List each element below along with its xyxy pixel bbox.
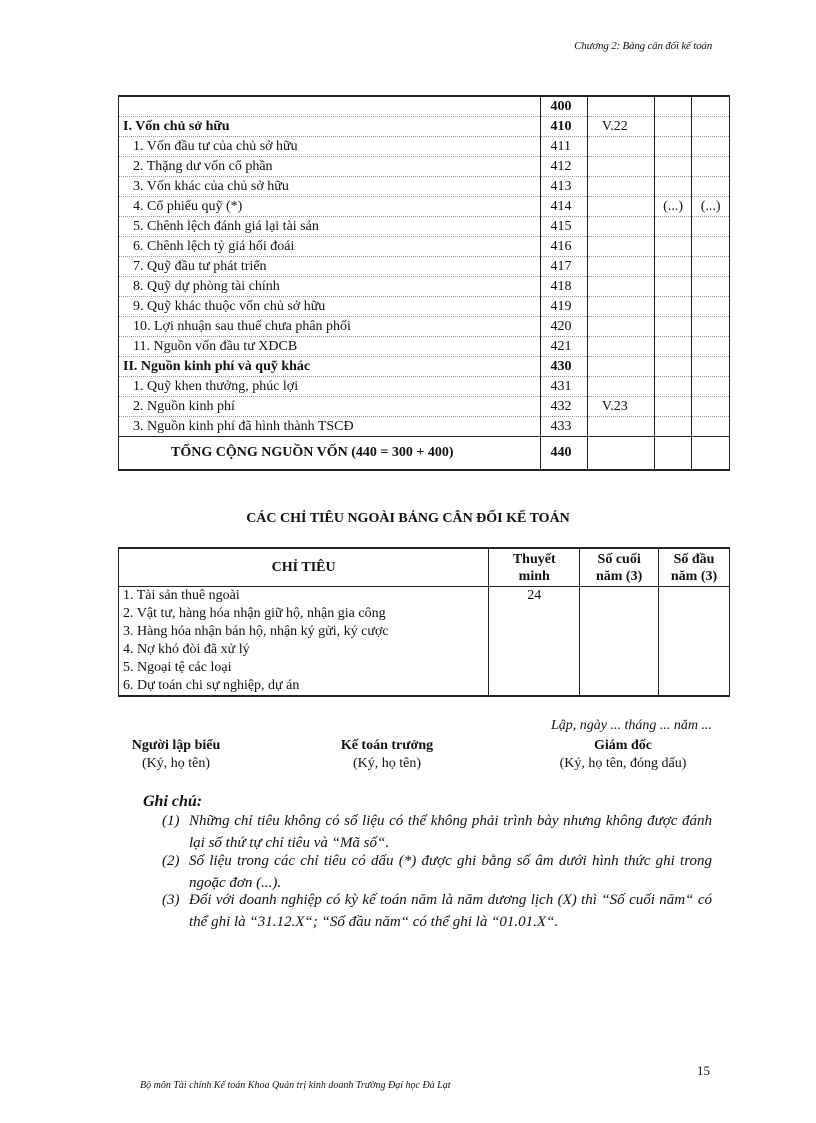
row-note [587, 277, 654, 297]
header-year-end-line1: Số cuối [597, 551, 641, 567]
offbalance-row-year-end [580, 659, 659, 677]
offbalance-row-note: 24 [489, 587, 580, 606]
row-year-begin [692, 257, 730, 277]
row-year-end [654, 397, 692, 417]
row-year-begin [692, 337, 730, 357]
row-year-end [654, 277, 692, 297]
offbalance-row-year-end [580, 677, 659, 696]
total-label: TỔNG CỘNG NGUỒN VỐN (440 = 300 + 400) [119, 437, 541, 471]
row-note [587, 217, 654, 237]
row-code: 412 [540, 157, 587, 177]
row-year-begin [692, 157, 730, 177]
offbalance-row-year-begin [659, 641, 730, 659]
total-code: 440 [540, 437, 587, 471]
row-year-end [654, 417, 692, 437]
total-note [587, 437, 654, 471]
note-number: (2) [162, 853, 180, 869]
row-code: 410 [540, 117, 587, 137]
row-code: 420 [540, 317, 587, 337]
balance-row [119, 96, 730, 117]
header-explanation-line1: Thuyết [512, 551, 556, 567]
offbalance-row-note [489, 623, 580, 641]
row-code: 415 [540, 217, 587, 237]
balance-row [119, 337, 730, 357]
note-item [162, 889, 712, 933]
footer-department: Bộ môn Tài chính Kế toán Khoa Quản trị kinh doanh Trường Đại học Đà Lạt [140, 1080, 451, 1091]
notes-title: Ghi chú: [143, 793, 203, 810]
balance-row [119, 277, 730, 297]
row-note [587, 157, 654, 177]
offbalance-row [119, 641, 730, 659]
row-name: 4. Cổ phiếu quỹ (*) [119, 197, 541, 217]
row-code: 431 [540, 377, 587, 397]
row-note [587, 237, 654, 257]
row-name: 1. Quỹ khen thưởng, phúc lợi [119, 377, 541, 397]
chief-accountant-role: Kế toán trưởng [340, 738, 434, 753]
row-year-begin: (...) [692, 197, 730, 217]
row-name: 10. Lợi nhuận sau thuế chưa phân phối [119, 317, 541, 337]
offbalance-row-year-begin [659, 623, 730, 641]
balance-row [119, 257, 730, 277]
balance-row [119, 417, 730, 437]
row-year-end [654, 297, 692, 317]
row-note [587, 377, 654, 397]
row-code: 400 [540, 96, 587, 117]
row-code: 421 [540, 337, 587, 357]
row-year-begin [692, 96, 730, 117]
row-code: 419 [540, 297, 587, 317]
row-note: V.23 [587, 397, 654, 417]
offbalance-row-year-end [580, 587, 659, 606]
row-note [587, 357, 654, 377]
row-note [587, 137, 654, 157]
row-name: 7. Quỹ đầu tư phát triển [119, 257, 541, 277]
preparer-hint: (Ký, họ tên) [141, 756, 211, 771]
row-year-end [654, 337, 692, 357]
row-name: 1. Vốn đầu tư của chủ sở hữu [119, 137, 541, 157]
offbalance-row-name: 3. Hàng hóa nhận bán hộ, nhận ký gửi, ký cược [119, 623, 489, 641]
row-year-begin [692, 177, 730, 197]
balance-row [119, 137, 730, 157]
preparer-role: Người lập biểu [131, 738, 221, 753]
row-code: 430 [540, 357, 587, 377]
note-number: (1) [162, 813, 180, 829]
balance-row [119, 317, 730, 337]
offbalance-row-year-end [580, 623, 659, 641]
offbalance-row-year-begin [659, 659, 730, 677]
row-code: 416 [540, 237, 587, 257]
offbalance-row-year-begin [659, 677, 730, 696]
chief-accountant-signature [322, 737, 452, 773]
header-year-begin [659, 548, 730, 587]
balance-row [119, 297, 730, 317]
row-year-end [654, 357, 692, 377]
offbalance-row [119, 677, 730, 696]
row-year-begin [692, 217, 730, 237]
header-explanation-line2: minh [518, 568, 550, 584]
director-hint: (Ký, họ tên, đóng dấu) [559, 756, 687, 771]
row-year-begin [692, 317, 730, 337]
header-explanation [489, 548, 580, 587]
row-year-begin [692, 417, 730, 437]
row-year-end [654, 177, 692, 197]
row-code: 432 [540, 397, 587, 417]
row-code: 433 [540, 417, 587, 437]
row-note [587, 96, 654, 117]
total-year-end [654, 437, 692, 471]
total-row [119, 437, 730, 471]
offbalance-row-year-end [580, 605, 659, 623]
director-role: Giám đốc [594, 738, 652, 753]
row-year-end: (...) [654, 197, 692, 217]
offbalance-row [119, 659, 730, 677]
row-note [587, 417, 654, 437]
row-year-begin [692, 277, 730, 297]
offbalance-table [118, 547, 730, 697]
row-name: I. Vốn chủ sở hữu [119, 117, 541, 137]
offbalance-section-title: CÁC CHỈ TIÊU NGOÀI BẢNG CÂN ĐỐI KẾ TOÁN [246, 511, 570, 526]
row-name: 8. Quỹ dự phòng tài chính [119, 277, 541, 297]
offbalance-row-year-end [580, 641, 659, 659]
row-name [119, 96, 541, 117]
header-year-begin-line1: Số đầu [673, 551, 715, 567]
offbalance-row-note [489, 677, 580, 696]
offbalance-row-note [489, 605, 580, 623]
balance-row [119, 357, 730, 377]
row-year-begin [692, 297, 730, 317]
row-name: II. Nguồn kinh phí và quỹ khác [119, 357, 541, 377]
balance-sheet-table [118, 95, 730, 471]
row-code: 417 [540, 257, 587, 277]
row-name: 6. Chênh lệch tỷ giá hối đoái [119, 237, 541, 257]
row-note [587, 317, 654, 337]
chapter-title: Chương 2: Bảng cân đối kế toán [574, 40, 712, 52]
page-number: 15 [697, 1063, 710, 1078]
date-line: Lập, ngày ... tháng ... năm ... [551, 718, 712, 733]
note-number: (3) [162, 892, 180, 908]
row-name: 9. Quỹ khác thuộc vốn chủ sở hữu [119, 297, 541, 317]
row-year-end [654, 157, 692, 177]
row-year-begin [692, 377, 730, 397]
row-code: 411 [540, 137, 587, 157]
row-name: 5. Chênh lệch đánh giá lại tài sản [119, 217, 541, 237]
row-note [587, 177, 654, 197]
row-year-end [654, 257, 692, 277]
chief-accountant-hint: (Ký, họ tên) [352, 756, 422, 771]
row-note: V.22 [587, 117, 654, 137]
balance-row [119, 117, 730, 137]
offbalance-row-year-begin [659, 587, 730, 606]
row-note [587, 197, 654, 217]
offbalance-row-name: 1. Tài sản thuê ngoài [119, 587, 489, 606]
balance-row [119, 217, 730, 237]
offbalance-row-note [489, 659, 580, 677]
note-text: Số liệu trong các chỉ tiêu có dấu (*) được ghi bằng số âm dưới hình thức ghi trong ngoặc đơn (...). [189, 853, 712, 891]
row-note [587, 337, 654, 357]
note-text: Đối với doanh nghiệp có kỳ kế toán năm là năm dương lịch (X) thì “Số cuối năm“ có thể ghi là “31.12.X“; “Số đầu năm“ có thể ghi là “01.01.X“. [189, 892, 712, 930]
preparer-signature [118, 737, 234, 773]
offbalance-row [119, 623, 730, 641]
offbalance-row-name: 2. Vật tư, hàng hóa nhận giữ hộ, nhận gia công [119, 605, 489, 623]
offbalance-row-year-begin [659, 605, 730, 623]
row-name: 3. Nguồn kinh phí đã hình thành TSCĐ [119, 417, 541, 437]
offbalance-row-name: 5. Ngoại tệ các loại [119, 659, 489, 677]
row-year-end [654, 137, 692, 157]
row-name: 11. Nguồn vốn đầu tư XDCB [119, 337, 541, 357]
offbalance-header-row [119, 548, 730, 587]
row-year-begin [692, 237, 730, 257]
row-code: 414 [540, 197, 587, 217]
balance-row [119, 197, 730, 217]
offbalance-row-note [489, 641, 580, 659]
offbalance-row [119, 587, 730, 606]
offbalance-row-name: 6. Dự toán chi sự nghiệp, dự án [119, 677, 489, 696]
header-year-begin-line2: năm (3) [670, 568, 718, 584]
row-name: 3. Vốn khác của chủ sở hữu [119, 177, 541, 197]
balance-row [119, 177, 730, 197]
row-year-end [654, 237, 692, 257]
director-signature [540, 737, 706, 773]
note-item [162, 810, 712, 854]
total-year-begin [692, 437, 730, 471]
row-year-end [654, 377, 692, 397]
balance-row [119, 237, 730, 257]
row-year-end [654, 317, 692, 337]
note-text: Những chỉ tiêu không có số liệu có thể không phải trình bày nhưng không được đánh lại số thứ tự chỉ tiêu và “Mã số“. [189, 813, 712, 851]
header-indicator: CHỈ TIÊU [119, 548, 489, 587]
row-year-begin [692, 137, 730, 157]
row-note [587, 257, 654, 277]
row-code: 418 [540, 277, 587, 297]
row-year-end [654, 117, 692, 137]
row-year-end [654, 96, 692, 117]
offbalance-row [119, 605, 730, 623]
row-note [587, 297, 654, 317]
offbalance-row-name: 4. Nợ khó đòi đã xử lý [119, 641, 489, 659]
row-name: 2. Thặng dư vốn cổ phần [119, 157, 541, 177]
balance-row [119, 377, 730, 397]
header-year-end [580, 548, 659, 587]
header-year-end-line2: năm (3) [595, 568, 643, 584]
row-code: 413 [540, 177, 587, 197]
row-name: 2. Nguồn kinh phí [119, 397, 541, 417]
balance-row [119, 397, 730, 417]
row-year-begin [692, 397, 730, 417]
balance-row [119, 157, 730, 177]
row-year-begin [692, 117, 730, 137]
note-item [162, 850, 712, 894]
row-year-end [654, 217, 692, 237]
row-year-begin [692, 357, 730, 377]
